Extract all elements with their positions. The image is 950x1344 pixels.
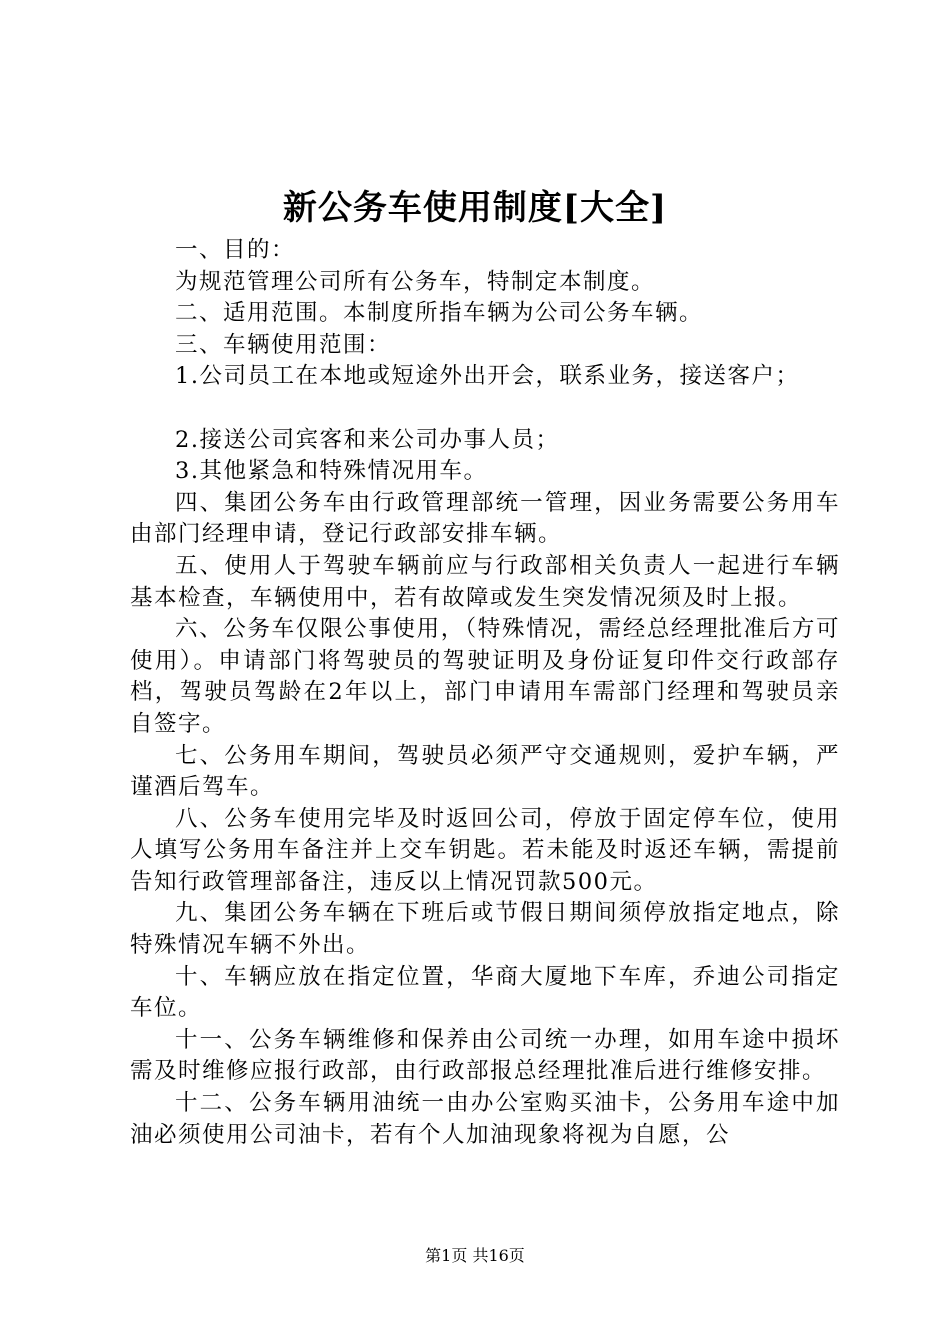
paragraph: 1.公司员工在本地或短途外出开会，联系业务，接送客户； xyxy=(175,363,800,390)
paragraph: 七、公务用车期间，驾驶员必须严守交通规则，爱护车辆，严谨酒后驾车。 xyxy=(130,742,840,801)
paragraph: 2.接送公司宾客和来公司办事人员； xyxy=(175,426,560,453)
paragraph: 六、公务车仅限公事使用，（特殊情况，需经总经理批准后方可使用）。申请部门将驾驶员的驾驶证明及身份证复印件交行政部存档，驾驶员驾龄在2年以上，部门申请用车需部门经理和驾驶员亲自签字。 xyxy=(130,616,840,737)
paragraph: 二、适用范围。本制度所指车辆为公司公务车辆。 xyxy=(175,300,704,327)
paragraph: 十二、公务车辆用油统一由办公室购买油卡，公务用车途中加油必须使用公司油卡，若有个人加油现象将视为自愿，公 xyxy=(130,1090,840,1148)
paragraph: 十、车辆应放在指定位置，华商大厦地下车库，乔迪公司指定车位。 xyxy=(130,963,840,1022)
paragraph: 三、车辆使用范围： xyxy=(175,331,392,358)
document-title: 新公务车使用制度[大全] xyxy=(282,188,668,228)
paragraph: 八、公务车使用完毕及时返回公司，停放于固定停车位，使用人填写公务用车备注并上交车钥匙。若未能及时返还车辆，需提前告知行政管理部备注，违反以上情况罚款500元。 xyxy=(130,805,840,895)
paragraph: 四、集团公务车由行政管理部统一管理，因业务需要公务用车由部门经理申请，登记行政部安排车辆。 xyxy=(130,489,840,548)
page-footer: 第1页 共16页 xyxy=(425,1246,525,1265)
paragraph: 为规范管理公司所有公务车，特制定本制度。 xyxy=(175,268,656,295)
document-body xyxy=(130,235,840,1151)
paragraph: 十一、公务车辆维修和保养由公司统一办理，如用车途中损坏需及时维修应报行政部，由行政部报总经理批准后进行维修安排。 xyxy=(130,1026,840,1085)
paragraph: 3.其他紧急和特殊情况用车。 xyxy=(175,458,488,485)
paragraph: 五、使用人于驾驶车辆前应与行政部相关负责人一起进行车辆基本检查，车辆使用中，若有故障或发生突发情况须及时上报。 xyxy=(130,552,840,611)
paragraph: 九、集团公务车辆在下班后或节假日期间须停放指定地点，除特殊情况车辆不外出。 xyxy=(130,900,840,959)
paragraph: 一、目的： xyxy=(175,237,296,263)
